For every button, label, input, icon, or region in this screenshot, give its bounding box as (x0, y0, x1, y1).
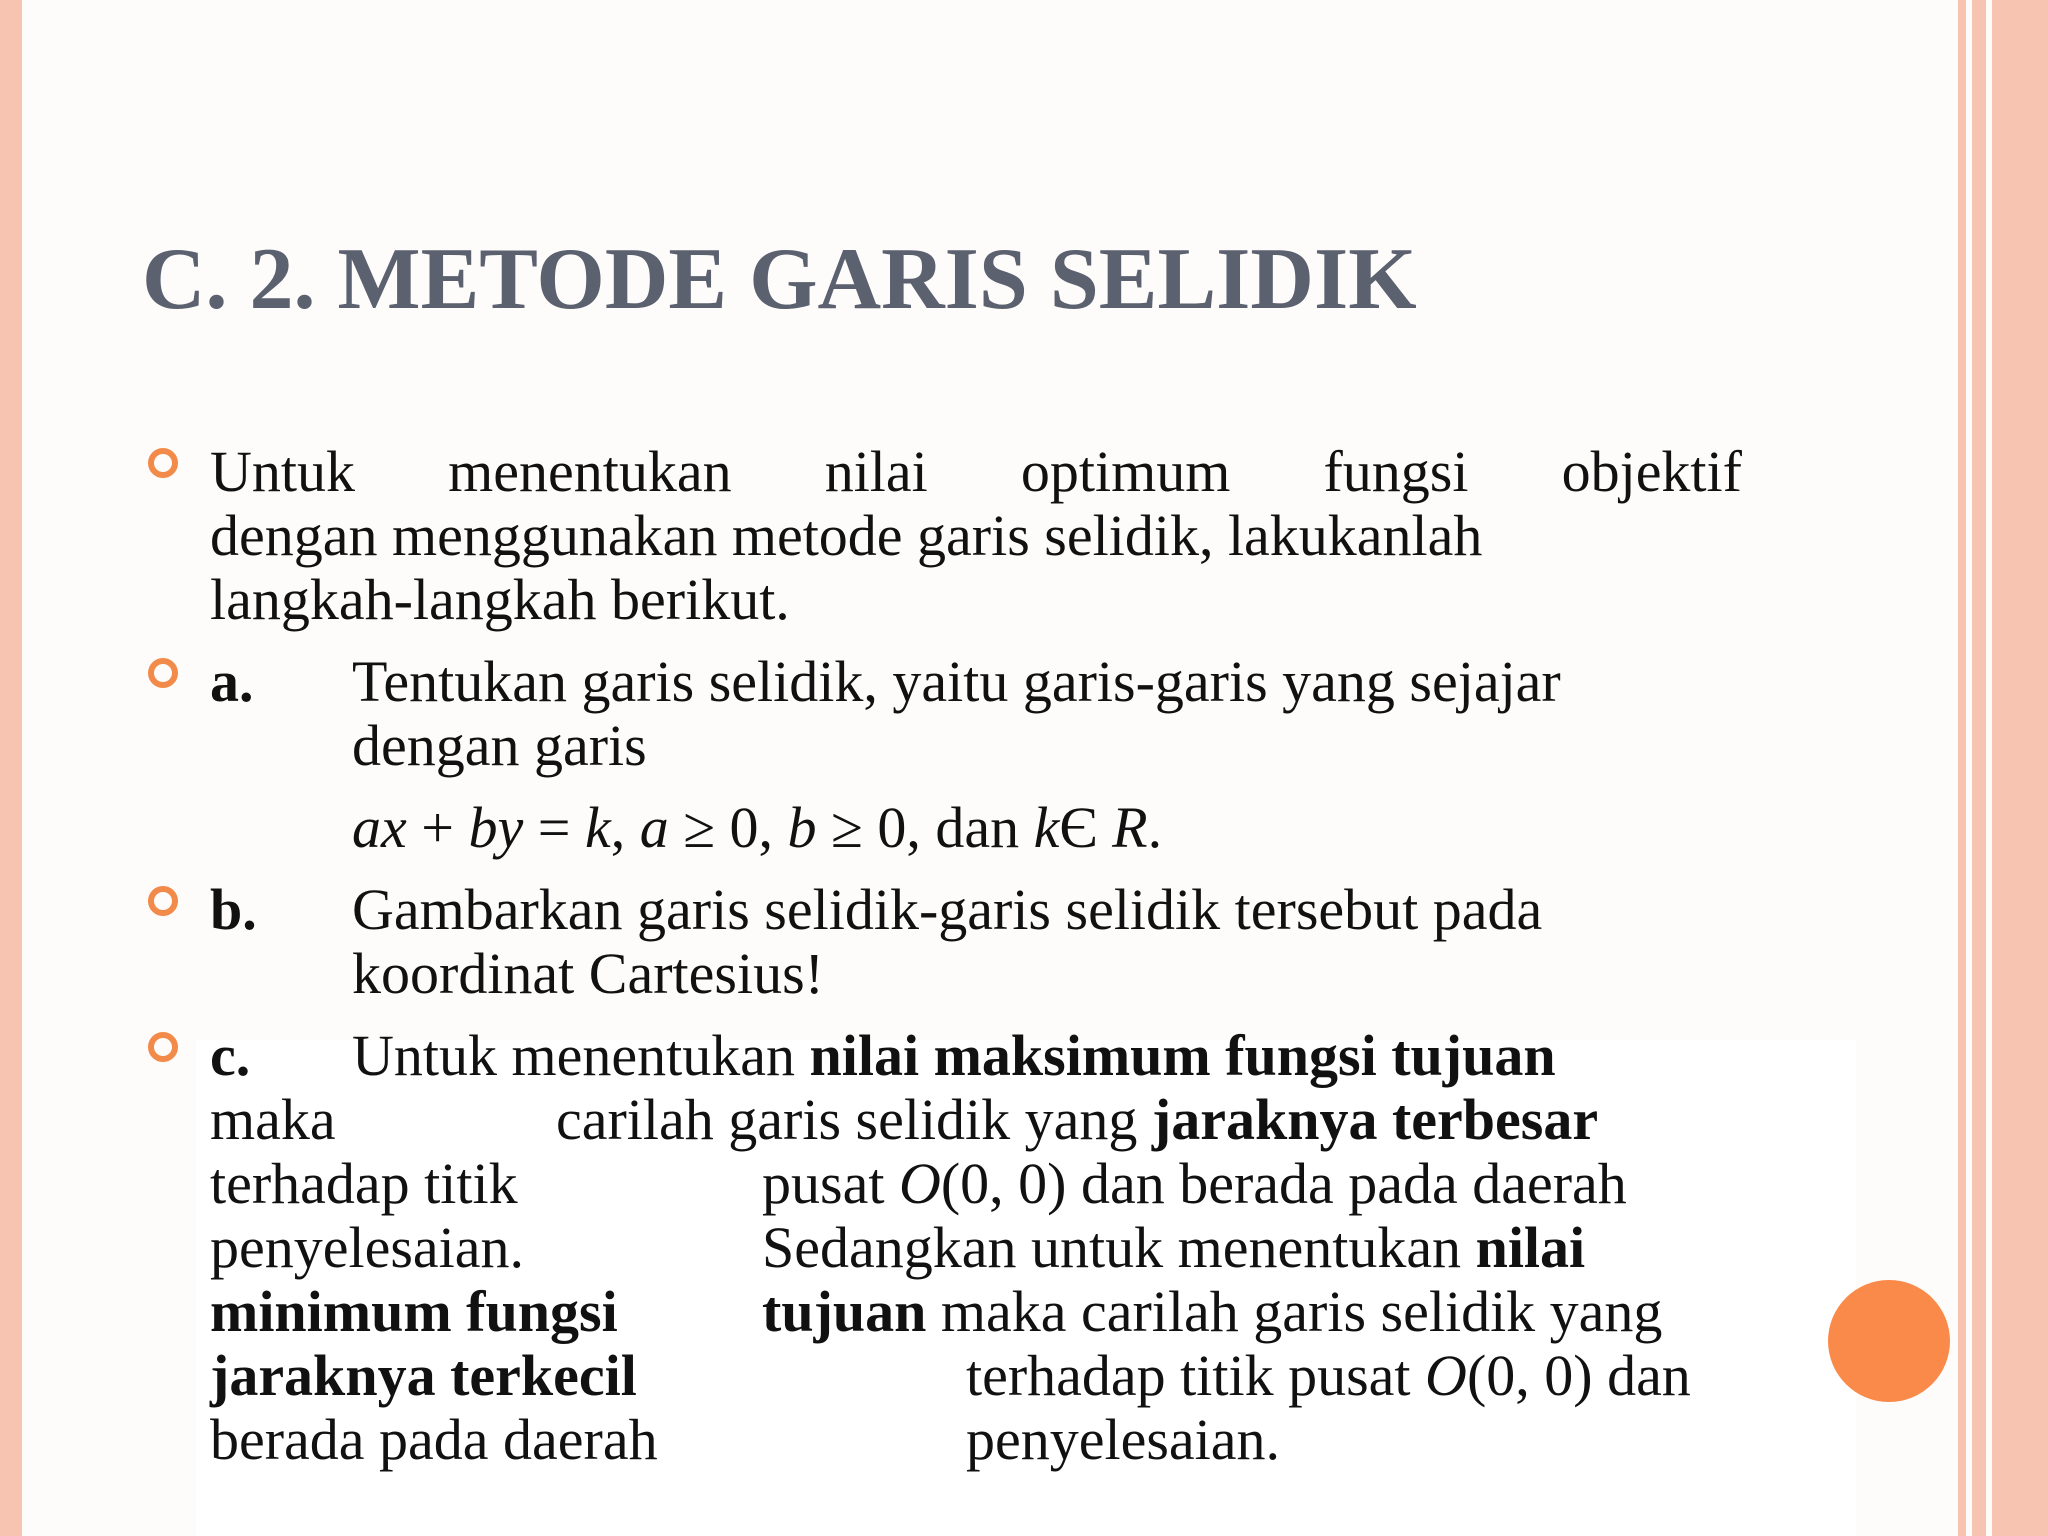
text-run-bold: nilai maksimum fungsi tujuan (809, 1023, 1556, 1088)
step-c-line-4a: penyelesaian. (210, 1215, 525, 1280)
formula-part: ≥ 0, (668, 795, 788, 860)
formula-part: ax (352, 795, 407, 860)
text-run: maka carilah garis selidik yang (926, 1279, 1663, 1344)
text-run: (0, 0) dan (1466, 1343, 1691, 1408)
text-run-italic: O (1425, 1343, 1467, 1408)
text-run: Untuk menentukan (352, 1023, 810, 1088)
text-run-italic: O (898, 1151, 941, 1216)
formula-part: R (1112, 795, 1148, 860)
step-c-line-3a: terhadap titik (210, 1151, 518, 1216)
step-b-label: b. (210, 877, 257, 942)
step-a-formula (352, 796, 1162, 860)
formula-part: b (787, 795, 817, 860)
text-run: terhadap titik pusat (966, 1343, 1426, 1408)
slide-title: C. 2. METODE GARIS SELIDIK (142, 231, 1417, 328)
intro-line-3: langkah-langkah berikut. (210, 567, 790, 632)
step-c-line-3b (762, 1152, 1627, 1216)
bullet-circle-icon (148, 448, 178, 478)
step-c-line-2a: maka (210, 1087, 336, 1152)
step-c-line-5a: minimum fungsi (210, 1279, 618, 1344)
step-c-line-4b (762, 1216, 1585, 1280)
text-run: pusat (762, 1151, 899, 1216)
intro-word: fungsi (1323, 439, 1469, 504)
formula-part: ≥ 0, dan (816, 795, 1034, 860)
accent-circle-icon (1828, 1280, 1950, 1402)
formula-part: by (468, 795, 524, 860)
bullet-circle-icon (148, 886, 178, 916)
intro-word: objektif (1561, 439, 1742, 504)
step-c-line-6a: jaraknya terkecil (210, 1343, 637, 1408)
step-a-line-1: Tentukan garis selidik, yaitu garis-garis yang sejajar (352, 649, 1561, 714)
formula-part: = (523, 795, 585, 860)
step-c-line-5b (762, 1280, 1662, 1344)
intro-word: menentukan (448, 439, 732, 504)
step-c-line-7b: penyelesaian. (966, 1407, 1281, 1472)
bullet-circle-icon (148, 1032, 178, 1062)
text-run-bold: jaraknya terbesar (1151, 1087, 1599, 1152)
intro-line-1 (210, 440, 1742, 504)
intro-word: optimum (1020, 439, 1231, 504)
step-a-line-2: dengan garis (352, 713, 647, 778)
step-b-line-1: Gambarkan garis selidik-garis selidik tersebut pada (352, 877, 1543, 942)
formula-part: a (639, 795, 669, 860)
step-c-line-7a: berada pada daerah (210, 1407, 658, 1472)
step-a-label: a. (210, 649, 254, 714)
step-c-line-6b (966, 1344, 1691, 1408)
intro-word: Untuk (210, 439, 355, 504)
step-c-line-2b (556, 1088, 1598, 1152)
text-run-bold: tujuan (762, 1279, 927, 1344)
text-run: Sedangkan untuk menentukan (762, 1215, 1476, 1280)
intro-line-2: dengan menggunakan metode garis selidik, lakukanlah (210, 503, 1483, 568)
intro-word: nilai (824, 439, 928, 504)
step-b-line-2: koordinat Cartesius! (352, 941, 824, 1006)
bullet-circle-icon (148, 658, 178, 688)
formula-part: Є (1059, 795, 1113, 860)
formula-part: k (1033, 795, 1060, 860)
step-c-line-1 (352, 1024, 1556, 1088)
text-run: carilah garis selidik yang (556, 1087, 1152, 1152)
text-run-bold: nilai (1475, 1215, 1586, 1280)
formula-part: + (406, 795, 469, 860)
text-run: (0, 0) dan berada pada daerah (940, 1151, 1627, 1216)
formula-part: k (584, 795, 611, 860)
step-c-label: c. (210, 1023, 251, 1088)
formula-part: , (610, 795, 640, 860)
formula-part: . (1147, 795, 1163, 860)
